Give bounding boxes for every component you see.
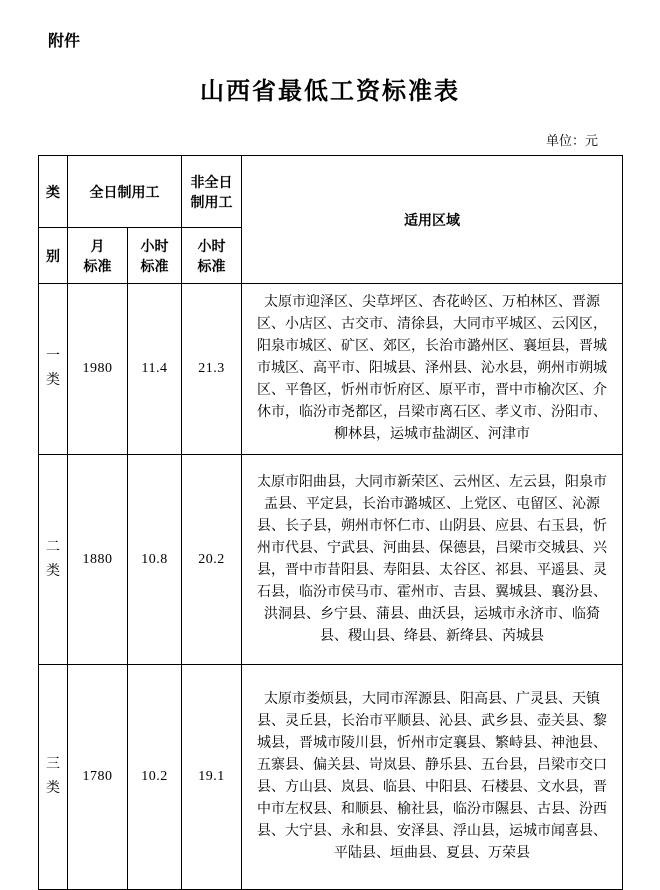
header-parttime-line1: 非全日 bbox=[190, 173, 233, 190]
category-cell bbox=[39, 284, 68, 455]
header-fulltime: 全日制用工 bbox=[68, 156, 182, 228]
table-row-category-3 bbox=[39, 665, 623, 890]
category-char: 一 bbox=[46, 349, 60, 364]
region-cell: 太原市娄烦县，大同市浑源县、阳高县、广灵县、天镇县、灵丘县，长治市平顺县、沁县、武乡县、壶关县、黎城县，晋城市陵川县，忻州市定襄县、繁峙县、神池县、五寨县、偏关县、岢岚县、静乐县、五台县，吕梁市交口县、方山县、岚县、临县、中阳县、石楼县、文水县，晋中市左权县、和顺县、榆社县，临汾市隰县、古县、汾西县、大宁县、永和县、安泽县、浮山县，运城市闻喜县、平陆县、垣曲县、夏县、万荣县 bbox=[242, 665, 623, 890]
header-category-bottom: 别 bbox=[39, 228, 68, 284]
table-row-category-1 bbox=[39, 284, 623, 455]
category-char: 二 bbox=[46, 539, 60, 555]
header-parttime bbox=[182, 156, 242, 228]
region-cell: 太原市迎泽区、尖草坪区、杏花岭区、万柏林区、晋源区、小店区、古交市、清徐县，大同市平城区、云冈区，阳泉市城区、矿区、郊区，长治市潞州区、襄垣县，晋城市城区、高平市、阳城县、泽州县、沁水县，朔州市朔城区、平鲁区，忻州市忻府区、原平市，晋中市榆次区、介休市，临汾市尧都区，吕梁市离石区、孝义市、汾阳市、柳林县，运城市盐湖区、河津市 bbox=[242, 284, 623, 455]
parttime-hourly-cell: 20.2 bbox=[182, 455, 242, 665]
header-fulltime-hourly-standard bbox=[128, 228, 182, 284]
parttime-hourly-cell: 19.1 bbox=[182, 665, 242, 890]
attachment-label: 附件 bbox=[48, 33, 81, 50]
header-region: 适用区域 bbox=[242, 156, 623, 284]
header-monthly-line1: 月 bbox=[90, 237, 105, 254]
page-title: 山西省最低工资标准表 bbox=[200, 79, 460, 105]
minimum-wage-table bbox=[38, 155, 623, 890]
hourly-standard-cell: 10.8 bbox=[128, 455, 182, 665]
header-row-top bbox=[39, 156, 623, 228]
header-fulltime-hourly-line2: 标准 bbox=[140, 257, 169, 274]
header-parttime-hourly-line2: 标准 bbox=[197, 257, 226, 274]
header-monthly-standard bbox=[68, 228, 128, 284]
category-cell bbox=[39, 665, 68, 890]
category-char: 三 bbox=[46, 757, 60, 772]
unit-note: 单位：元 bbox=[545, 133, 598, 148]
hourly-standard-cell: 11.4 bbox=[128, 284, 182, 455]
hourly-standard-cell: 10.2 bbox=[128, 665, 182, 890]
category-cell bbox=[39, 455, 68, 665]
category-char: 类 bbox=[46, 563, 60, 579]
category-char: 类 bbox=[46, 781, 60, 796]
header-parttime-line2: 制用工 bbox=[190, 193, 233, 210]
header-fulltime-hourly-line1: 小时 bbox=[140, 237, 169, 254]
header-category-top: 类 bbox=[39, 156, 68, 228]
category-char: 类 bbox=[46, 373, 60, 388]
table-row-category-2 bbox=[39, 455, 623, 665]
monthly-standard-cell: 1780 bbox=[68, 665, 128, 890]
region-cell: 太原市阳曲县，大同市新荣区、云州区、左云县，阳泉市盂县、平定县，长治市潞城区、上党区、屯留区、沁源县、长子县，朔州市怀仁市、山阴县、应县、右玉县，忻州市代县、宁武县、河曲县、保德县，吕梁市交城县、兴县，晋中市昔阳县、寿阳县、太谷区、祁县、平遥县、灵石县，临汾市侯马市、霍州市、吉县、翼城县、襄汾县、洪洞县、乡宁县、蒲县、曲沃县，运城市永济市、临猗县、稷山县、绛县、新绛县、芮城县 bbox=[242, 455, 623, 665]
header-monthly-line2: 标准 bbox=[83, 257, 112, 274]
header-parttime-hourly-standard bbox=[182, 228, 242, 284]
table-sheet bbox=[38, 130, 622, 890]
parttime-hourly-cell: 21.3 bbox=[182, 284, 242, 455]
monthly-standard-cell: 1980 bbox=[68, 284, 128, 455]
header-parttime-hourly-line1: 小时 bbox=[197, 237, 226, 254]
monthly-standard-cell: 1880 bbox=[68, 455, 128, 665]
